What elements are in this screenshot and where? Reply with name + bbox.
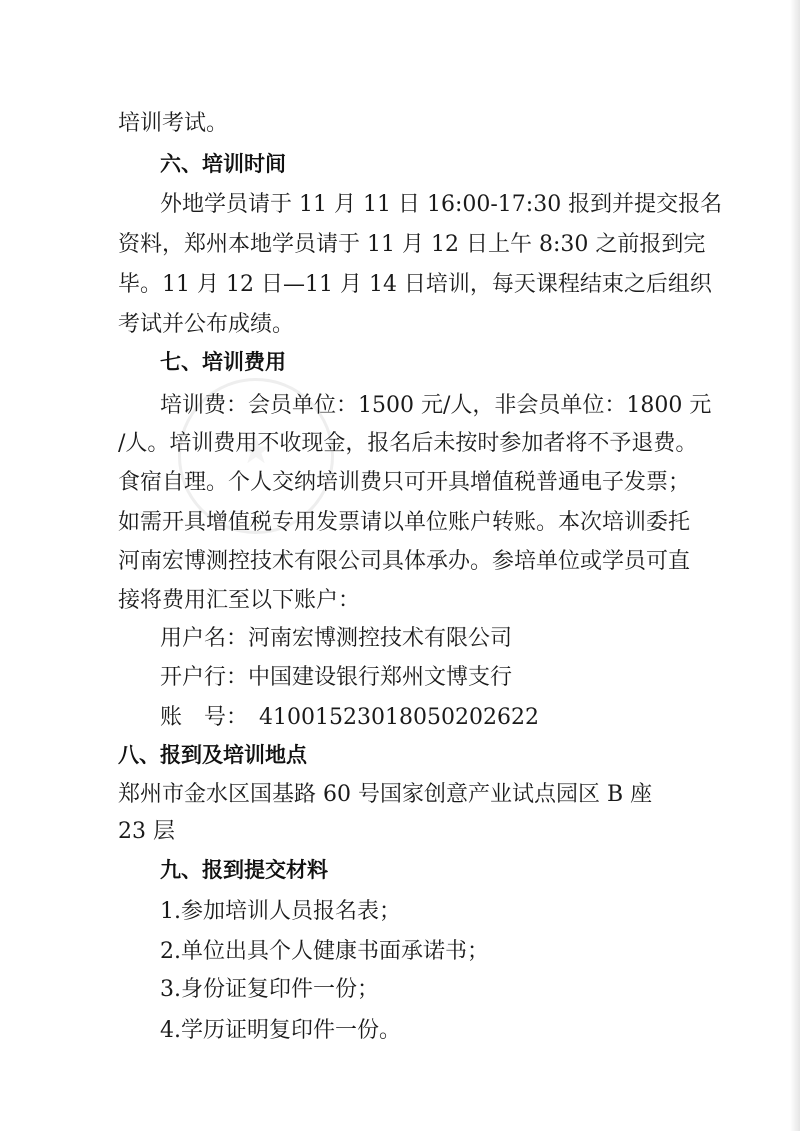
body-line [0, 391, 800, 421]
body-line [0, 429, 800, 459]
bank-line [0, 663, 800, 693]
paragraph-text: 考试并公布成绩。 [118, 312, 295, 337]
account-name-line [0, 624, 800, 654]
bank-name: 开户行：中国建设银行郑州文博支行 [160, 665, 513, 690]
address-text: 郑州市金水区国基路 60 号国家创意产业试点园区 B 座 [118, 782, 653, 807]
body-line [0, 230, 800, 260]
section-heading-training-fees [0, 347, 800, 377]
account-name: 用户名：河南宏博测控技术有限公司 [160, 626, 513, 651]
material-item: 2.单位出具个人健康书面承诺书； [160, 939, 489, 964]
section-heading-location [0, 740, 800, 770]
heading-text: 六、培训时间 [160, 152, 286, 176]
paragraph-text: 资料，郑州本地学员请于 11 月 12 日上午 8:30 之前报到完 [118, 232, 706, 257]
body-line [0, 586, 800, 616]
material-item: 3.身份证复印件一份； [160, 977, 379, 1002]
body-line [0, 190, 800, 220]
material-item: 4.学历证明复印件一份。 [160, 1018, 401, 1043]
material-item: 1.参加培训人员报名表； [160, 899, 401, 924]
body-line [0, 780, 800, 810]
list-item [0, 937, 800, 967]
account-number: 账 号： 41001523018050202622 [160, 705, 539, 730]
address-text: 23 层 [118, 819, 175, 844]
section-heading-materials [0, 855, 800, 885]
paragraph-text: 如需开具增值税专用发票请以单位账户转账。本次培训委托 [118, 510, 691, 535]
body-line [0, 310, 800, 340]
paragraph-text: 河南宏博测控技术有限公司具体承办。参培单位或学员可直 [118, 549, 691, 574]
paragraph-text: 接将费用汇至以下账户： [118, 588, 361, 613]
paragraph-text: 食宿自理。个人交纳培训费只可开具增值税普通电子发票； [118, 470, 691, 495]
paragraph-text: /人。培训费用不收现金，报名后未按时参加者将不予退费。 [118, 431, 698, 456]
list-item [0, 897, 800, 927]
body-line [0, 817, 800, 847]
paragraph-text: 培训费：会员单位：1500 元/人，非会员单位：1800 元 [160, 393, 712, 418]
text-continuation: 培训考试。 [118, 111, 229, 136]
section-heading-training-time [0, 149, 800, 179]
heading-text: 八、报到及培训地点 [118, 743, 307, 767]
list-item [0, 1016, 800, 1046]
body-line [0, 547, 800, 577]
body-line [0, 508, 800, 538]
body-line [0, 270, 800, 300]
paragraph-text: 毕。11 月 12 日—11 月 14 日培训，每天课程结束之后组织 [118, 272, 712, 297]
account-number-line [0, 703, 800, 733]
heading-text: 七、培训费用 [160, 350, 286, 374]
list-item [0, 975, 800, 1005]
heading-text: 九、报到提交材料 [160, 858, 328, 882]
body-line [0, 468, 800, 498]
body-line [0, 109, 800, 139]
paragraph-text: 外地学员请于 11 月 11 日 16:00-17:30 报到并提交报名 [160, 192, 723, 217]
